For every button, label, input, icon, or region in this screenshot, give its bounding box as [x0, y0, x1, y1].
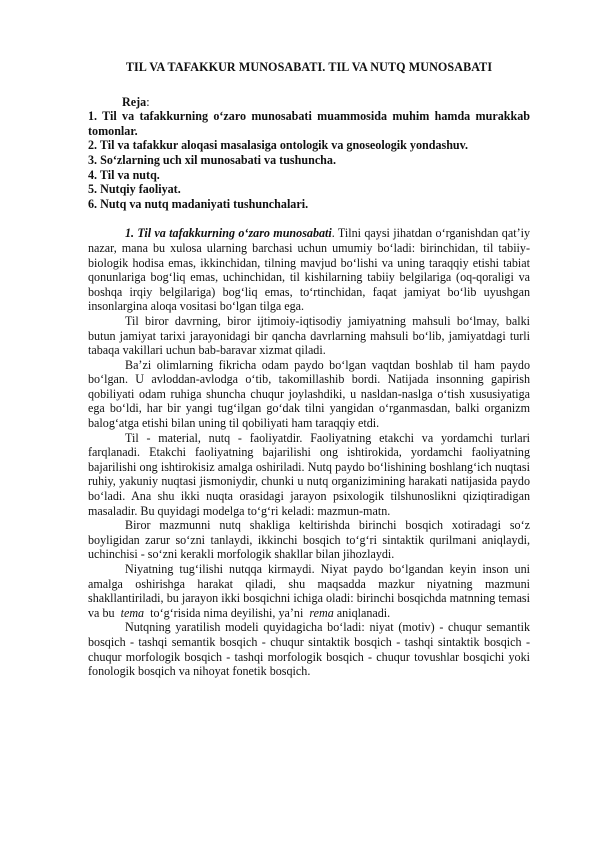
document-page: [88, 60, 534, 679]
paragraph-6: [88, 562, 534, 620]
paragraph-7: Nutqning yaratilish modeli quyidagicha bo‘ladi: niyat (motiv) - chuqur semantik bosqich - tashqi semantik bosqich - chuqur sintaktik bosqich - tashqi sintaktik bosqich - chuqur morfologik bosqich - tashqi morfologik bosqich - chuqur tovushlar bosqichi yoki fonologik bosqich va nihoyat fonetik bosqich.: [88, 620, 530, 679]
plan-item: 6. Nutq va nutq madaniyati tushunchalari.: [88, 196, 309, 211]
plan-heading: [122, 95, 530, 110]
plan-item: 5. Nutqiy faoliyat.: [88, 182, 181, 197]
plan-colon: :: [146, 94, 150, 109]
section-heading: 1. Til va tafakkurning o‘zaro munosabati: [125, 226, 332, 241]
paragraph-6-part-2: to‘g‘risida nima deyilishi, ya’ni: [144, 605, 310, 620]
paragraph-6-part-1: Niyatning tug‘ilishi nutqqa kirmaydi. Niyat paydo bo‘lgandan keyin inson uni amalga oshirishga harakat qiladi, shu maqsadda mazkur niyatning mazmuni shakllantiriladi, bu jarayon ikki bosqichni ichiga oladi: birinchi bosqichda matnning temasi va bu: [88, 562, 534, 620]
plan-item: 2. Til va tafakkur aloqasi masalasiga ontologik va gnoseologik yondashuv.: [88, 138, 469, 153]
paragraph-3: Ba’zi olimlarning fikricha odam paydo bo‘lgan vaqtdan boshlab til ham paydo bo‘lgan. U avloddan-avlodga o‘tib, takomillashib bordi. Natijada insonning gapirish qobiliyati odam ruhiga shuncha chuqur joylashdiki, u nasldan-naslga o‘tish xususiyatiga ega bo‘ldi, har bir yangi tug‘ilgan go‘dak tilni yangidan o‘rganmasdan, balki organizm balog‘atga etishi bilan uning til qobiliyati ham taraqqiy etdi.: [88, 357, 530, 431]
term-tema: tema: [120, 605, 145, 620]
plan-label: Reja: [122, 94, 147, 109]
plan-item: 4. Til va nutq.: [88, 167, 160, 182]
paragraph-5: Biror mazmunni nutq shakliga keltirishda birinchi bosqich xotiradagi so‘z boyligidan zarur so‘zni tanlaydi, ikkinchi bosqich to‘g‘ri sintaktik qurilmani aniqlaydi, uchinchisi - so‘zni kerakli morfologik shakllar bilan jihozlaydi.: [88, 518, 530, 562]
paragraph-2: Til biror davrning, biror ijtimoiy-iqtisodiy jamiyatning mahsuli bo‘lmay, balki butun jamiyat tarixi jarayonidagi bir qancha davrlarning mahsuli bo‘lib, jamiyatdagi turli tabaqa vakillari uchun bab-baravar xizmat qiladi.: [88, 313, 530, 358]
paragraph-6-part-3: aniqlanadi.: [333, 605, 391, 620]
paragraph-1-text: . Tilni qaysi jihatdan o‘rganishdan qat’iy nazar, mana bu xulosa ularning barchasi uchun umumiy bo‘ladi: birinchidan, til tabiiy-biologik hodisa emas, ikkinchidan, tilning mavjud bo‘lishi va uning taraqqiy etishi tabiat qonunlariga bog‘liq emas, uchinchidan, til kishilarning tabiiy belgilariga (oq-qoraligi va boshqa irqiy belgilariga) bog‘liq emas, to‘rtinchidan, faqat jamiyat bo‘lib uyushgan insonlargina aloqa vositasi bo‘lgan tilga ega.: [88, 226, 530, 314]
plan-list: [88, 109, 530, 211]
paragraph-1: [88, 226, 530, 314]
document-title: TIL VA TAFAKKUR MUNOSABATI. TIL VA NUTQ MUNOSABATI: [125, 60, 493, 74]
plan-item: 1. Til va tafakkurning o‘zaro munosabati muammosida muhim hamda murakkab tomonlar.: [88, 109, 530, 138]
term-rema: rema: [309, 605, 334, 620]
paragraph-4: Til - material, nutq - faoliyatdir. Faoliyatning etakchi va yordamchi turlari farqlanadi. Etakchi faoliyatning bajarilishi ong ishtirokida, yordamchi faoliyatning bajarilishi ong ishtirokisiz amalga oshiriladi. Nutq paydo bo‘lishining boshlang‘ich nuqtasi ruhiy, yakuniy nuqtasi jismoniydir, chunki u nutq organizimining harakati natijasida paydo bo‘ladi. Ana shu ikki nuqta orasidagi jarayon psixologik tilshunoslikni qiziqtiradigan masaladir. Bu quyidagi modelga to‘g‘ri keladi: mazmun-matn.: [88, 430, 530, 518]
plan-item: 3. So‘zlarning uch xil munosabati va tushuncha.: [88, 152, 336, 167]
